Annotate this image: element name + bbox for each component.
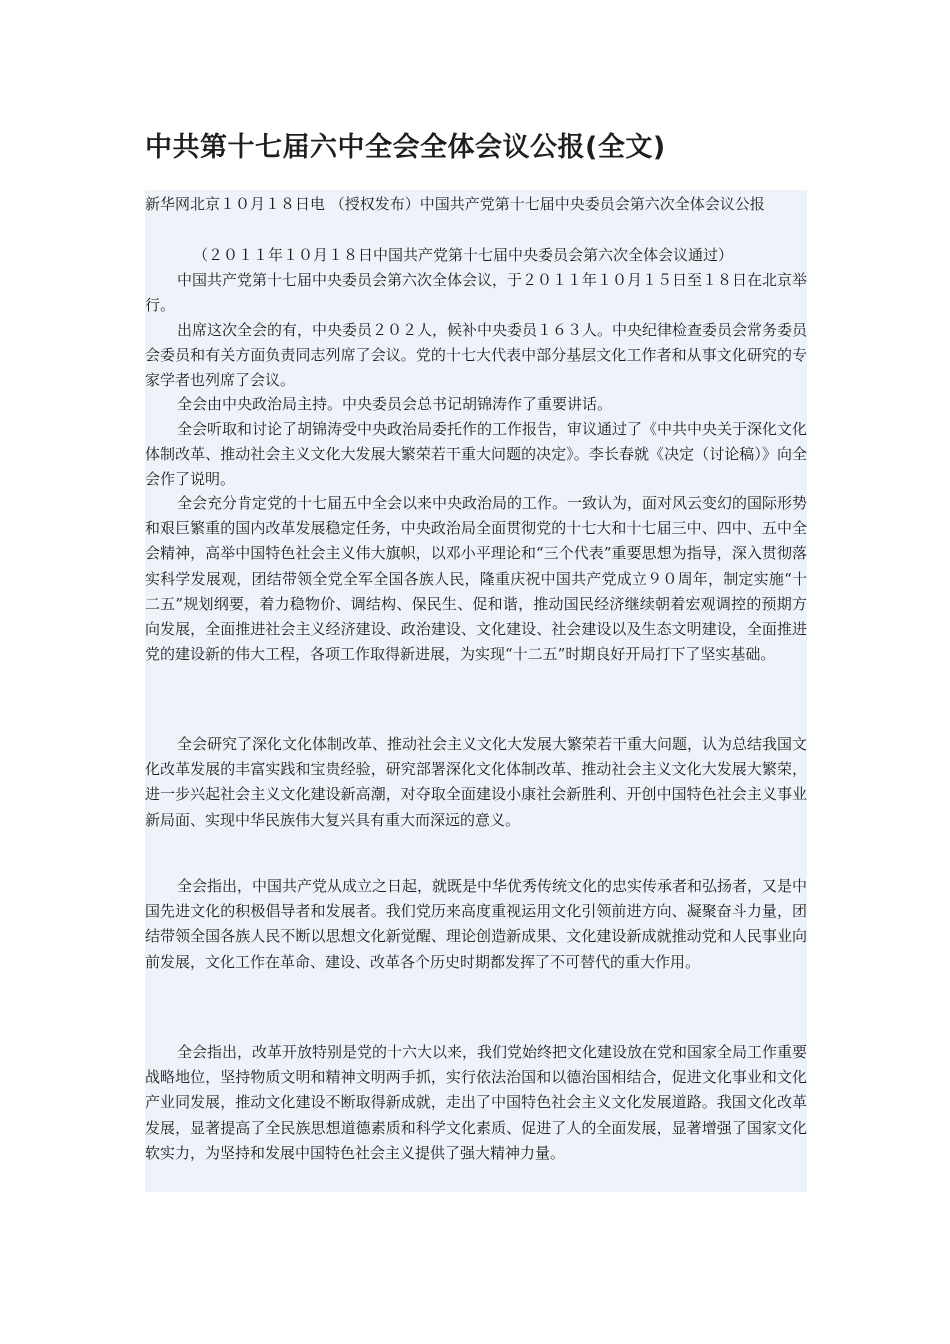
paragraph: 全会研究了深化文化体制改革、推动社会主义文化大发展大繁荣若干重大问题，认为总结我国文化改革发展的丰富实践和宝贵经验，研究部署深化文化体制改革、推动社会主义文化大发展大繁荣，进一步兴起社会主义文化建设新高潮，对夺取全面建设小康社会新胜利、开创中国特色社会主义事业新局面、实现中华民族伟大复兴具有重大而深远的意义。 [145, 735, 808, 829]
paragraph: 全会指出，改革开放特别是党的十六大以来，我们党始终把文化建设放在党和国家全局工作重要战略地位，坚持物质文明和精神文明两手抓，实行依法治国和以德治国相结合，促进文化事业和文化产业同发展，推动文化建设不断取得新成就，走出了中国特色社会主义文化发展道路。我国文化改革发展，显著提高了全民族思想道德素质和科学文化素质、促进了人的全面发展，显著增强了国家文化软实力，为坚持和发展中国特色社会主义提供了强大精神力量。 [145, 1043, 808, 1162]
paragraph: 全会指出，中国共产党从成立之日起，就既是中华优秀传统文化的忠实传承者和弘扬者，又是中国先进文化的积极倡导者和发展者。我们党历来高度重视运用文化引领前进方向、凝聚奋斗力量，团结带领全国各族人民不断以思想文化新觉醒、理论创造新成果、文化建设新成就推动党和人民事业向前发展，文化工作在革命、建设、改革各个历史时期都发挥了不可替代的重大作用。 [145, 877, 808, 971]
article-body [145, 190, 807, 1192]
paragraph: 出席这次全会的有，中央委员２０２人，候补中央委员１６３人。中央纪律检查委员会常务委员会委员和有关方面负责同志列席了会议。党的十七大代表中部分基层文化工作者和从事文化研究的专家学者也列席了会议。 [145, 321, 808, 390]
paragraph: 全会充分肯定党的十七届五中全会以来中央政治局的工作。一致认为，面对风云变幻的国际形势和艰巨繁重的国内改革发展稳定任务，中央政治局全面贯彻党的十七大和十七届三中、四中、五中全会精神，高举中国特色社会主义伟大旗帜，以邓小平理论和“三个代表”重要思想为指导，深入贯彻落实科学发展观，团结带领全党全军全国各族人民，隆重庆祝中国共产党成立９０周年，制定实施“十二五”规划纲要，着力稳物价、调结构、保民生、促和谐，推动国民经济继续朝着宏观调控的预期方向发展，全面推进社会主义经济建设、政治建设、文化建设、社会建设以及生态文明建设，全面推进党的建设新的伟大工程，各项工作取得新进展，为实现“十二五”时期良好开局打下了坚实基础。 [145, 494, 808, 664]
paragraph: 全会由中央政治局主持。中央委员会总书记胡锦涛作了重要讲话。 [177, 395, 613, 413]
paragraph: 中国共产党第十七届中央委员会第六次全体会议，于２０１１年１０月１５日至１８日在北京举行。 [145, 271, 808, 315]
adoption-note: （２０１１年１０月１８日中国共产党第十七届中央委员会第六次全体会议通过） [193, 246, 734, 264]
paragraph: 全会听取和讨论了胡锦涛受中央政治局委托作的工作报告，审议通过了《中共中央关于深化文化体制改革、推动社会主义文化大发展大繁荣若干重大问题的决定》。李长春就《决定（讨论稿）》向全会作了说明。 [145, 420, 808, 489]
dateline: 新华网北京１０月１８日电 （授权发布）中国共产党第十七届中央委员会第六次全体会议公报 [145, 195, 765, 213]
page-title: 中共第十七届六中全会全体会议公报(全文) [145, 132, 666, 163]
